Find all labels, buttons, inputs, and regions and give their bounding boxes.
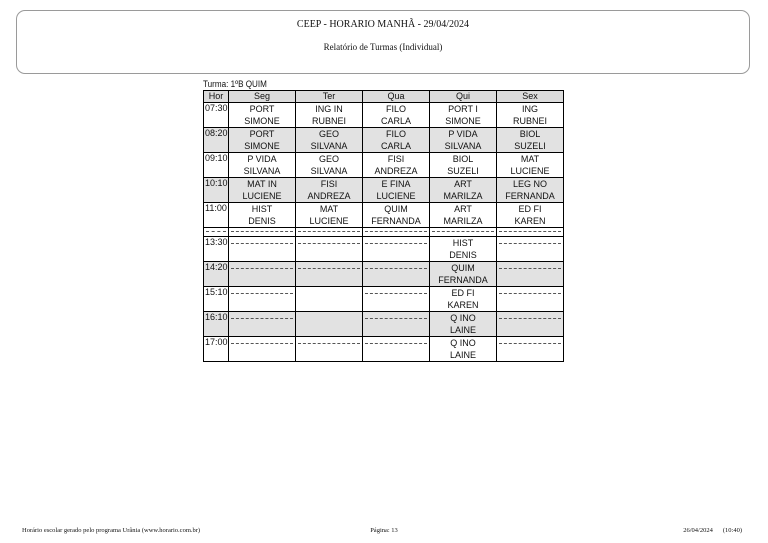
- timetable-header-row: [204, 91, 564, 103]
- dashed-line: [206, 231, 226, 232]
- subject-label: PORT: [249, 129, 275, 139]
- break-cell: [497, 228, 564, 237]
- lesson-cell-qui: [430, 287, 497, 312]
- turma-label: Turma: 1ºB QUIM: [203, 79, 267, 89]
- lesson-cell-qua: [363, 337, 430, 362]
- lesson-cell-seg: [229, 178, 296, 203]
- empty-slot-dash: [365, 318, 427, 319]
- empty-slot-dash: [499, 318, 561, 319]
- column-header-qua: Qua: [363, 91, 430, 103]
- teacher-label: LAINE: [449, 325, 476, 335]
- teacher-label: SIMONE: [244, 116, 280, 126]
- timetable: [203, 90, 564, 362]
- teacher-label: DENIS: [248, 216, 276, 226]
- subject-label: BIOL: [452, 154, 474, 164]
- report-header: [16, 10, 750, 74]
- subject-label: HIST: [452, 238, 474, 248]
- column-header-hor: Hor: [204, 91, 229, 103]
- time-cell: 13:30: [204, 237, 229, 262]
- teacher-label: KAREN: [514, 216, 546, 226]
- lesson-cell-qui: [430, 312, 497, 337]
- subject-label: FILO: [385, 129, 406, 139]
- lesson-cell-qua: [363, 128, 430, 153]
- empty-slot-dash: [298, 243, 360, 244]
- break-separator-row: [204, 228, 564, 237]
- lesson-cell-sex: [497, 128, 564, 153]
- lesson-cell-qui: [430, 262, 497, 287]
- lesson-cell-seg: [229, 203, 296, 228]
- subject-label: GEO: [318, 154, 339, 164]
- lesson-cell-qua: [363, 103, 430, 128]
- lesson-cell-seg: [229, 337, 296, 362]
- teacher-label: RUBNEI: [311, 116, 346, 126]
- time-cell: 08:20: [204, 128, 229, 153]
- lesson-cell-seg: [229, 153, 296, 178]
- lesson-cell-sex: [497, 178, 564, 203]
- subject-label: QUIM: [384, 204, 408, 214]
- column-header-qui: Qui: [430, 91, 497, 103]
- lesson-cell-qui: [430, 178, 497, 203]
- subject-label: ED FI: [451, 288, 475, 298]
- footer-generator-note: Horário escolar gerado pelo programa Urânia (www.horario.com.br): [22, 527, 201, 534]
- teacher-label: FERNANDA: [371, 216, 421, 226]
- footer-date: 26/04/2024: [683, 527, 713, 534]
- empty-slot-dash: [499, 268, 561, 269]
- lesson-cell-seg: [229, 237, 296, 262]
- table-row: [204, 237, 564, 262]
- teacher-label: FERNANDA: [505, 191, 555, 201]
- lesson-cell-qua: [363, 237, 430, 262]
- teacher-label: DENIS: [449, 250, 477, 260]
- teacher-label: SIMONE: [244, 141, 280, 151]
- dashed-line: [365, 231, 427, 232]
- teacher-label: SIMONE: [445, 116, 481, 126]
- footer-time: (10:40): [722, 527, 742, 534]
- time-cell: 14:20: [204, 262, 229, 287]
- empty-slot-dash: [298, 268, 360, 269]
- teacher-label: SILVANA: [310, 166, 348, 176]
- teacher-label: KAREN: [447, 300, 479, 310]
- subject-label: MAT IN: [247, 179, 277, 189]
- column-header-sex: Sex: [497, 91, 564, 103]
- table-row: [204, 312, 564, 337]
- lesson-cell-ter: [296, 262, 363, 287]
- teacher-label: LUCIENE: [242, 191, 282, 201]
- subject-label: GEO: [318, 129, 339, 139]
- teacher-label: RUBNEI: [512, 116, 547, 126]
- lesson-cell-qui: [430, 128, 497, 153]
- subject-label: ED FI: [518, 204, 542, 214]
- lesson-cell-seg: [229, 103, 296, 128]
- teacher-label: CARLA: [380, 116, 411, 126]
- lesson-cell-sex: [497, 203, 564, 228]
- lesson-cell-seg: [229, 128, 296, 153]
- table-row: [204, 178, 564, 203]
- subject-label: ART: [454, 204, 472, 214]
- table-row: [204, 287, 564, 312]
- lesson-cell-ter: [296, 178, 363, 203]
- subject-label: MAT: [520, 154, 540, 164]
- break-cell: [363, 228, 430, 237]
- time-cell: 10:10: [204, 178, 229, 203]
- empty-slot-dash: [365, 268, 427, 269]
- subject-label: ING: [521, 104, 538, 114]
- column-header-ter: Ter: [296, 91, 363, 103]
- lesson-cell-qua: [363, 287, 430, 312]
- teacher-label: SUZELI: [514, 141, 546, 151]
- table-row: [204, 262, 564, 287]
- break-cell: [204, 228, 229, 237]
- subject-label: BIOL: [519, 129, 541, 139]
- subject-label: HIST: [251, 204, 273, 214]
- teacher-label: ANDREZA: [307, 191, 351, 201]
- teacher-label: LUCIENE: [309, 216, 349, 226]
- lesson-cell-sex: [497, 237, 564, 262]
- teacher-label: LAINE: [449, 350, 476, 360]
- subject-label: Q INO: [450, 313, 476, 323]
- empty-slot-dash: [365, 343, 427, 344]
- empty-slot-dash: [231, 243, 293, 244]
- lesson-cell-ter: [296, 337, 363, 362]
- empty-slot-dash: [499, 243, 561, 244]
- teacher-label: CARLA: [380, 141, 411, 151]
- break-cell: [229, 228, 296, 237]
- table-row: [204, 203, 564, 228]
- lesson-cell-ter: [296, 153, 363, 178]
- lesson-cell-seg: [229, 262, 296, 287]
- lesson-cell-qui: [430, 203, 497, 228]
- lesson-cell-sex: [497, 337, 564, 362]
- lesson-cell-sex: [497, 153, 564, 178]
- time-cell: 09:10: [204, 153, 229, 178]
- lesson-cell-qua: [363, 178, 430, 203]
- lesson-cell-sex: [497, 312, 564, 337]
- lesson-cell-qua: [363, 203, 430, 228]
- teacher-label: SILVANA: [243, 166, 281, 176]
- subject-label: P VIDA: [247, 154, 277, 164]
- footer-timestamp: [683, 527, 742, 534]
- subject-label: ING IN: [315, 104, 343, 114]
- footer-page-number: Página: 13: [370, 527, 398, 534]
- lesson-cell-qua: [363, 262, 430, 287]
- table-row: [204, 337, 564, 362]
- subject-label: LEG NO: [512, 179, 547, 189]
- dashed-line: [231, 231, 293, 232]
- time-cell: 16:10: [204, 312, 229, 337]
- lesson-cell-sex: [497, 103, 564, 128]
- subject-label: MAT: [319, 204, 339, 214]
- lesson-cell-ter: [296, 103, 363, 128]
- table-row: [204, 128, 564, 153]
- lesson-cell-qua: [363, 312, 430, 337]
- subject-label: QUIM: [451, 263, 475, 273]
- lesson-cell-ter: [296, 128, 363, 153]
- teacher-label: MARILZA: [443, 216, 483, 226]
- lesson-cell-qua: [363, 153, 430, 178]
- teacher-label: SUZELI: [447, 166, 479, 176]
- timetable-body: [204, 103, 564, 362]
- report-title: CEEP - HORARIO MANHÃ - 29/04/2024: [296, 19, 470, 30]
- lesson-cell-qui: [430, 337, 497, 362]
- lesson-cell-seg: [229, 287, 296, 312]
- lesson-cell-seg: [229, 312, 296, 337]
- break-cell: [430, 228, 497, 237]
- subject-label: FILO: [385, 104, 406, 114]
- lesson-cell-ter: [296, 287, 363, 312]
- empty-slot-dash: [298, 343, 360, 344]
- lesson-cell-sex: [497, 287, 564, 312]
- lesson-cell-ter: [296, 237, 363, 262]
- teacher-label: LUCIENE: [510, 166, 550, 176]
- break-cell: [296, 228, 363, 237]
- empty-slot-dash: [365, 293, 427, 294]
- time-cell: 17:00: [204, 337, 229, 362]
- empty-slot-dash: [499, 343, 561, 344]
- time-cell: 07:30: [204, 103, 229, 128]
- dashed-line: [298, 231, 360, 232]
- teacher-label: ANDREZA: [374, 166, 418, 176]
- teacher-label: FERNANDA: [438, 275, 488, 285]
- empty-slot-dash: [365, 243, 427, 244]
- teacher-label: SILVANA: [444, 141, 482, 151]
- dashed-line: [432, 231, 494, 232]
- subject-label: P VIDA: [448, 129, 478, 139]
- empty-slot-dash: [231, 343, 293, 344]
- lesson-cell-qui: [430, 103, 497, 128]
- lesson-cell-ter: [296, 203, 363, 228]
- subject-label: FISI: [320, 179, 338, 189]
- subject-label: Q INO: [450, 338, 476, 348]
- teacher-label: LUCIENE: [376, 191, 416, 201]
- lesson-cell-sex: [497, 262, 564, 287]
- lesson-cell-qui: [430, 153, 497, 178]
- subject-label: ART: [454, 179, 472, 189]
- report-subtitle: Relatório de Turmas (Individual): [323, 42, 443, 52]
- teacher-label: SILVANA: [310, 141, 348, 151]
- empty-slot-dash: [499, 293, 561, 294]
- time-cell: 11:00: [204, 203, 229, 228]
- dashed-line: [499, 231, 561, 232]
- teacher-label: MARILZA: [443, 191, 483, 201]
- column-header-seg: Seg: [229, 91, 296, 103]
- empty-slot-dash: [231, 293, 293, 294]
- subject-label: PORT: [249, 104, 275, 114]
- time-cell: 15:10: [204, 287, 229, 312]
- lesson-cell-ter: [296, 312, 363, 337]
- subject-label: FISI: [387, 154, 405, 164]
- subject-label: E FINA: [381, 179, 411, 189]
- empty-slot-dash: [231, 318, 293, 319]
- table-row: [204, 153, 564, 178]
- empty-slot-dash: [231, 268, 293, 269]
- lesson-cell-qui: [430, 237, 497, 262]
- subject-label: PORT I: [448, 104, 478, 114]
- table-row: [204, 103, 564, 128]
